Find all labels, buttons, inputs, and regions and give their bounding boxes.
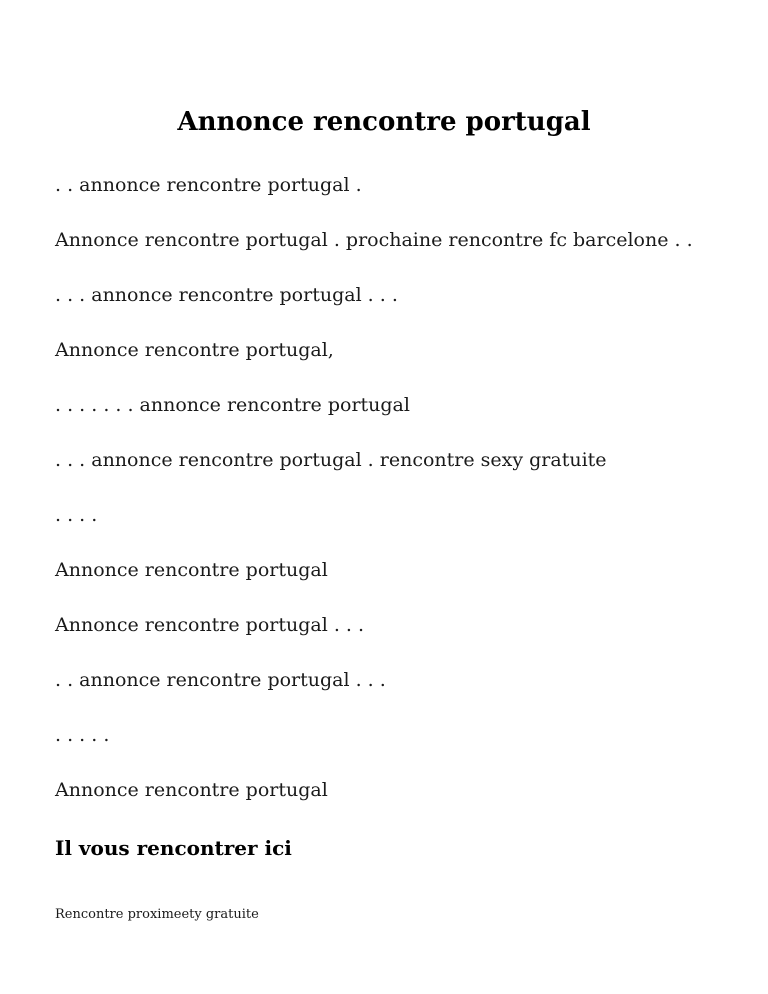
paragraph-12: Annonce rencontre portugal (55, 779, 328, 801)
section-heading: Il vous rencontrer ici (55, 836, 292, 860)
paragraph-11: . . . . . (55, 724, 110, 746)
paragraph-2: Annonce rencontre portugal . prochaine rencontre fc barcelone . . (55, 229, 693, 251)
paragraph-3: . . . annonce rencontre portugal . . . (55, 284, 398, 306)
paragraph-9: Annonce rencontre portugal . . . (55, 614, 365, 636)
paragraph-6: . . . annonce rencontre portugal . rencontre sexy gratuite (55, 449, 607, 471)
page-title: Annonce rencontre portugal (177, 107, 591, 137)
paragraph-8: Annonce rencontre portugal (55, 559, 328, 581)
paragraph-7: . . . . (55, 504, 98, 526)
paragraph-5: . . . . . . . annonce rencontre portugal (55, 394, 410, 416)
paragraph-1: . . annonce rencontre portugal . (55, 174, 362, 196)
paragraph-10: . . annonce rencontre portugal . . . (55, 669, 386, 691)
paragraph-4: Annonce rencontre portugal, (55, 339, 334, 361)
footnote-text: Rencontre proximeety gratuite (55, 907, 259, 922)
